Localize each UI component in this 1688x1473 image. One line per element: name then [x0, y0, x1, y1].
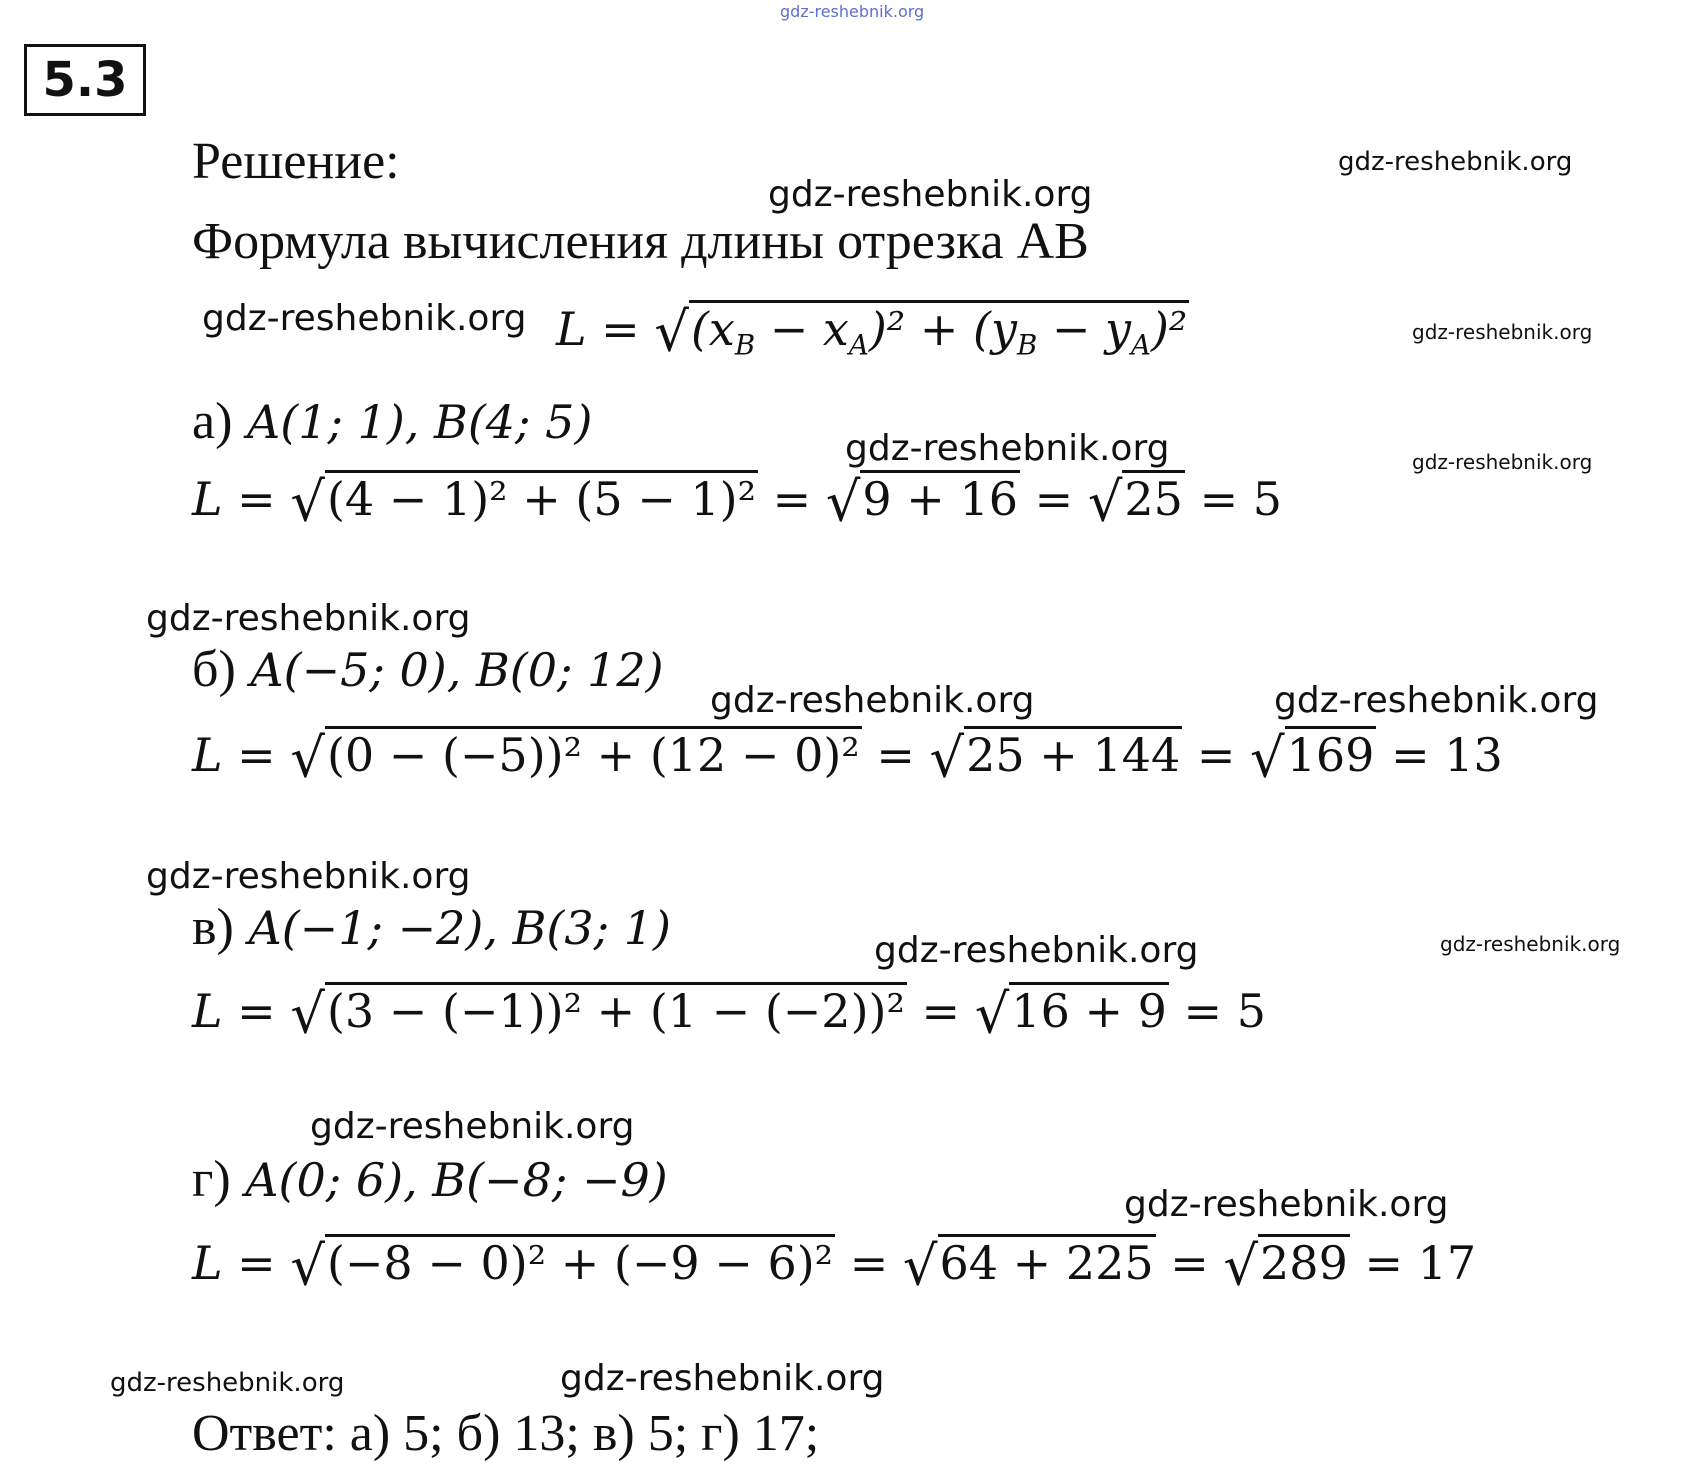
radical-sign: √ [902, 1234, 938, 1298]
radicand-1: (4 − 1)² + (5 − 1)² [326, 472, 757, 526]
root-2 [974, 982, 1169, 1046]
solution-heading: Решение: [192, 133, 400, 190]
watermark: gdz-reshebnik.org [310, 1106, 635, 1147]
part-points: A(0; 6), B(−8; −9) [245, 1153, 668, 1207]
formula-radicand: $(x_B - x_A)^2 + (y_B - y_A)^2$ [690, 302, 1188, 362]
part-label: б) [192, 641, 236, 698]
part-label: а) [192, 393, 233, 450]
part-a-header [192, 392, 592, 451]
radical-sign: √ [290, 470, 325, 534]
solution-lhs: L = [192, 1236, 276, 1290]
watermark: gdz-reshebnik.org [560, 1358, 885, 1399]
solution-result: 13 [1444, 728, 1503, 782]
root-1 [290, 982, 907, 1046]
part-label: г) [192, 1151, 231, 1208]
radicand-2: 64 + 225 [939, 1236, 1154, 1290]
part-b-solution: L = √(0 − (−5))² + (12 − 0)² = √25 + 144 = √169 = 13 [192, 726, 1503, 790]
watermark: gdz-reshebnik.org [110, 1368, 345, 1398]
watermark: gdz-reshebnik.org [1124, 1184, 1449, 1225]
watermark: gdz-reshebnik.org [146, 856, 471, 897]
root-3 [1087, 470, 1185, 534]
part-v-solution: L = √(3 − (−1))² + (1 − (−2))² = √16 + 9 = 5 [192, 982, 1266, 1046]
watermark-top: gdz-reshebnik.org [780, 2, 925, 21]
root-1 [290, 1234, 835, 1298]
formula-lhs: L = [556, 302, 640, 356]
watermark: gdz-reshebnik.org [1338, 147, 1573, 177]
radicand-3: 25 [1124, 472, 1183, 526]
radical-sign: √ [290, 1234, 325, 1298]
solution-result: 5 [1252, 472, 1283, 526]
part-points: A(−5; 0), B(0; 12) [250, 643, 664, 697]
radical-sign: √ [1087, 470, 1123, 534]
part-g-solution: L = √(−8 − 0)² + (−9 − 6)² = √64 + 225 = √289 = 17 [192, 1234, 1477, 1298]
radical-sign: √ [654, 300, 689, 364]
radicand-2: 9 + 16 [862, 472, 1019, 526]
radical-sign: √ [974, 982, 1010, 1046]
distance-formula [556, 300, 1189, 364]
watermark: gdz-reshebnik.org [146, 598, 471, 639]
part-a-solution: L = √(4 − 1)² + (5 − 1)² = √9 + 16 = √25 = 5 [192, 470, 1283, 534]
radical-sign: √ [290, 726, 325, 790]
watermark: gdz-reshebnik.org [202, 298, 527, 339]
radicand-2: 16 + 9 [1011, 984, 1167, 1038]
solution-result: 5 [1236, 984, 1266, 1038]
root-3 [1223, 1234, 1349, 1298]
part-points: A(1; 1), B(4; 5) [247, 395, 593, 449]
task-number: 5.3 [24, 44, 146, 116]
watermark: gdz-reshebnik.org [1274, 680, 1599, 721]
root-2 [902, 1234, 1156, 1298]
part-b-header [192, 640, 664, 699]
solution-lhs: L = [192, 472, 276, 526]
radicand-3: 169 [1286, 728, 1375, 782]
radical-sign: √ [1250, 726, 1285, 790]
radical-sign: √ [825, 470, 861, 534]
solution-lhs: L = [192, 984, 276, 1038]
root-2 [825, 470, 1020, 534]
radicand-3: 289 [1260, 1236, 1348, 1290]
radicand-1: (3 − (−1))² + (1 − (−2))² [326, 984, 905, 1038]
radicand-2: 25 + 144 [966, 728, 1181, 782]
root-1 [290, 470, 758, 534]
formula-root [654, 300, 1189, 364]
radicand-1: (−8 − 0)² + (−9 − 6)² [326, 1236, 834, 1290]
root-1 [290, 726, 861, 790]
watermark: gdz-reshebnik.org [1440, 932, 1621, 956]
radical-sign: √ [290, 982, 325, 1046]
solution-lhs: L = [192, 728, 276, 782]
answer-line [192, 1404, 819, 1463]
answer-text: а) 5; б) 13; в) 5; г) 17; [349, 1405, 820, 1462]
root-3 [1250, 726, 1376, 790]
answer-label: Ответ: [192, 1405, 337, 1462]
part-points: A(−1; −2), B(3; 1) [248, 901, 671, 955]
watermark: gdz-reshebnik.org [768, 174, 1093, 215]
radical-sign: √ [929, 726, 965, 790]
formula-caption: Формула вычисления длины отрезка AB [192, 213, 1089, 270]
part-v-header [192, 898, 671, 957]
watermark: gdz-reshebnik.org [1412, 320, 1593, 344]
solution-result: 17 [1417, 1236, 1477, 1290]
watermark: gdz-reshebnik.org [1412, 450, 1593, 474]
radicand-1: (0 − (−5))² + (12 − 0)² [326, 728, 860, 782]
part-g-header [192, 1150, 668, 1209]
part-label: в) [192, 899, 234, 956]
watermark: gdz-reshebnik.org [845, 428, 1170, 469]
watermark: gdz-reshebnik.org [874, 930, 1199, 971]
root-2 [929, 726, 1183, 790]
radical-sign: √ [1223, 1234, 1259, 1298]
watermark: gdz-reshebnik.org [710, 680, 1035, 721]
